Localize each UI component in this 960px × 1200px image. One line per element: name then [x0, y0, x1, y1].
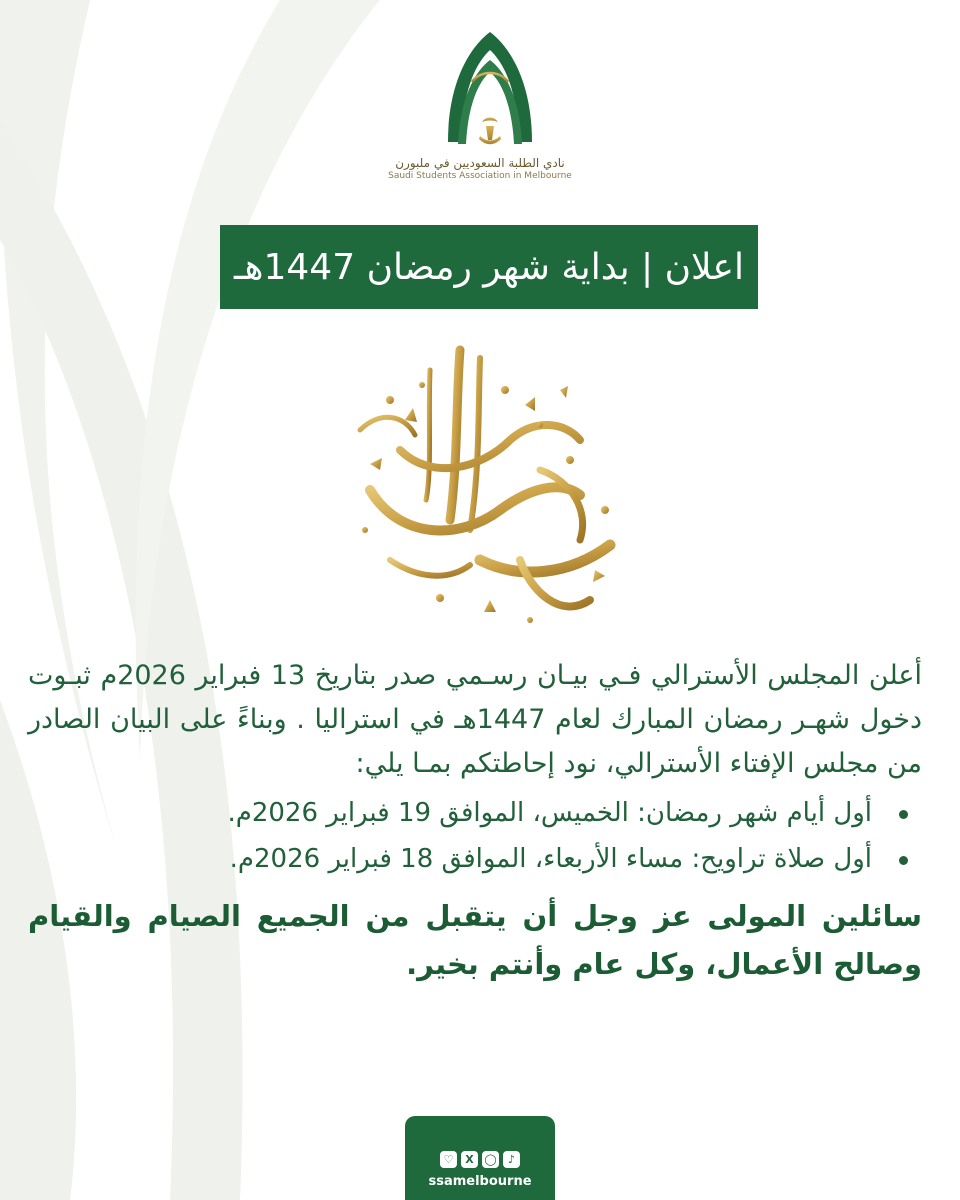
- social-footer: [405, 1116, 555, 1200]
- announcement-paragraph: أعلن المجلس الأسترالي فـي بيـان رسـمي صدر بتاريخ 13 فبراير 2026م ثبـوت دخول شهـر رمضان المبارك لعام 1447هـ في استراليا . وبناءً على البيان الصادر من مجلس الإفتاء الأسترالي، نود إحاطتكم بمـا يلي:: [28, 660, 922, 779]
- social-icons: [405, 1151, 555, 1168]
- title-banner: [220, 225, 758, 309]
- banner-title: اعلان | بداية شهر رمضان 1447هـ: [233, 246, 745, 288]
- social-handle[interactable]: ssamelbourne: [428, 1174, 532, 1189]
- bullet-dot-icon: [899, 810, 908, 819]
- announcement-body: [28, 654, 922, 988]
- ramadan-mubarak-calligraphy: [330, 330, 640, 640]
- logo-name-arabic: نادي الطلبة السعوديين في ملبورن: [395, 156, 565, 170]
- closing-prayer: سائلين المولى عز وجل أن يتقبل من الجميع الصيام والقيام وصالح الأعمال، وكل عام وأنتم بخير.: [28, 899, 922, 981]
- list-item: [28, 790, 922, 836]
- x-icon[interactable]: X: [461, 1151, 478, 1168]
- list-item-text: أول صلاة تراويح: مساء الأربعاء، الموافق 18 فبراير 2026م.: [229, 844, 872, 874]
- bullet-dot-icon: [899, 856, 908, 865]
- logo-name-english: Saudi Students Association in Melbourne: [388, 171, 572, 181]
- dates-list: [28, 790, 922, 882]
- instagram-icon[interactable]: ◯: [482, 1151, 499, 1168]
- list-item: [28, 836, 922, 882]
- list-item-text: أول أيام شهر رمضان: الخميس، الموافق 19 فبراير 2026م.: [227, 798, 872, 828]
- tiktok-icon[interactable]: ♪: [503, 1151, 520, 1168]
- snapchat-icon[interactable]: ♡: [440, 1151, 457, 1168]
